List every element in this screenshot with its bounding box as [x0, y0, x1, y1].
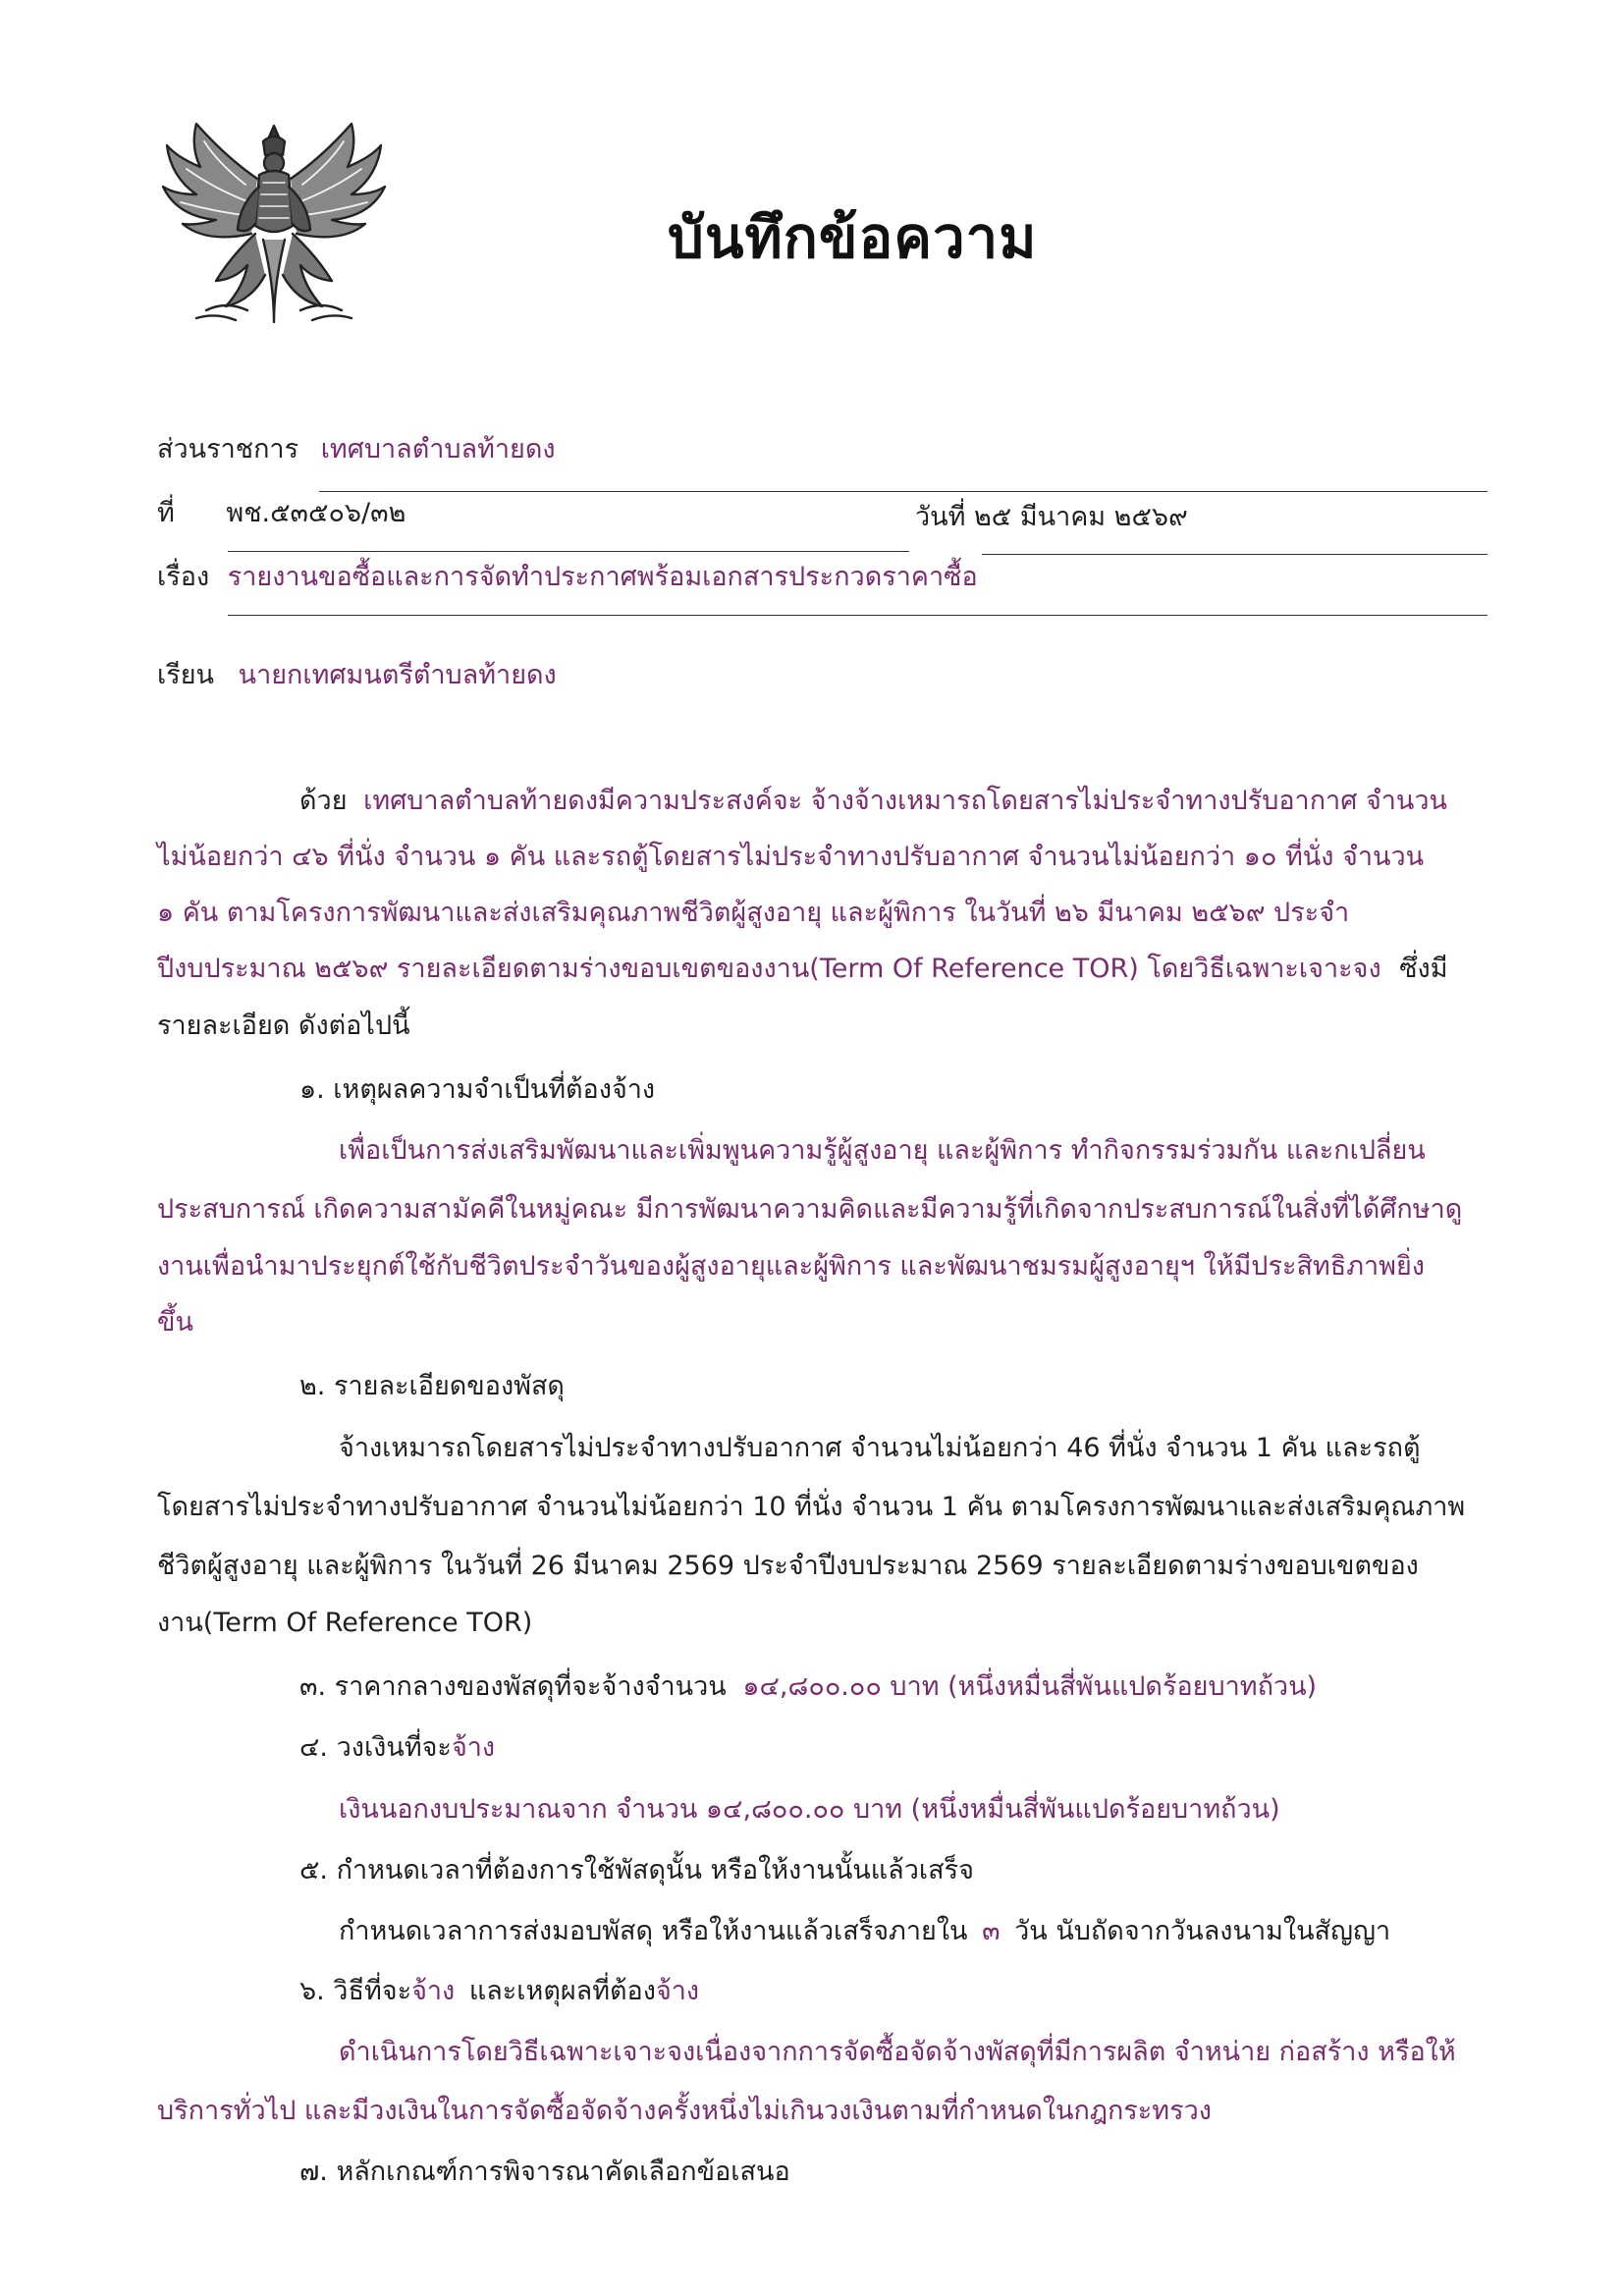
section-1-heading: ๑. เหตุผลความจำเป็นที่ต้องจ้าง [299, 1074, 656, 1105]
section-6-heading-b: จ้าง [411, 1976, 456, 2006]
section-6-heading-a: ๖. วิธีที่จะ [299, 1976, 412, 2006]
section-5-days: ๓ [982, 1916, 1001, 1946]
intro-line-1-text: เทศบาลตำบลท้ายดงมีความประสงค์จะ จ้างจ้างเหมารถโดยสารไม่ประจำทางปรับอากาศ จำนวน [363, 786, 1447, 816]
section-5-text-c: วัน นับถัดจากวันลงนามในสัญญา [1014, 1916, 1391, 1946]
department-row [157, 430, 556, 469]
document-title: บันทึกข้อความ [668, 204, 1038, 271]
section-6-heading-d: จ้าง [655, 1976, 700, 2006]
subject-value: รายงานขอซื้อและการจัดทำประกาศพร้อมเอกสารประกวดราคาซื้อ [227, 562, 978, 592]
intro-line-1 [299, 782, 1447, 821]
section-2-heading: ๒. รายละเอียดของพัสดุ [299, 1371, 565, 1401]
department-value: เทศบาลตำบลท้ายดง [320, 434, 556, 465]
section-5-line-1 [339, 1912, 1390, 1951]
section-4-heading [299, 1728, 495, 1768]
section-5-text-a: กำหนดเวลาการส่งมอบพัสดุ หรือให้งานแล้วเสร็จภายใน [339, 1916, 968, 1946]
section-1-line-4: ขึ้น [157, 1307, 193, 1338]
addressee-row [157, 656, 557, 695]
section-3-amount: ๑๔,๘๐๐.๐๐ บาท (หนึ่งหมื่นสี่พันแปดร้อยบาทถ้วน) [742, 1671, 1318, 1702]
section-2-line-3: ชีวิตผู้สูงอายุ และผู้พิการ ในวันที่ 26 มีนาคม 2569 ประจำปีงบประมาณ 2569 รายละเอียดตามร่างขอบเขตของ [157, 1551, 1419, 1581]
section-7-heading: ๗. หลักเกณฑ์การพิจารณาคัดเลือกข้อเสนอ [299, 2157, 790, 2187]
section-2-line-2: โดยสารไม่ประจำทางปรับอากาศ จำนวนไม่น้อยกว่า 10 ที่นั่ง จำนวน 1 คัน ตามโครงการพัฒนาและส่งเสริมคุณภาพ [157, 1492, 1466, 1522]
reference-row [157, 494, 406, 533]
section-6-heading-c: และเหตุผลที่ต้อง [468, 1976, 656, 2006]
section-2-line-4: งาน(Term Of Reference TOR) [157, 1608, 533, 1638]
reference-label: ที่ [157, 498, 175, 528]
department-label: ส่วนราชการ [157, 434, 299, 465]
section-1-line-1: เพื่อเป็นการส่งเสริมพัฒนาและเพิ่มพูนความรู้ผู้สูงอายุ และผู้พิการ ทำกิจกรรมร่วมกัน และกเปลี่ยน [339, 1135, 1426, 1166]
section-4-heading-tail: จ้าง [451, 1732, 496, 1763]
date-text: วันที่ ๒๕ มีนาคม ๒๕๖๙ [915, 502, 1188, 532]
section-4-heading-text: ๔. วงเงินที่จะ [299, 1732, 452, 1763]
section-1-line-2: ประสบการณ์ เกิดความสามัคคีในหมู่คณะ มีการพัฒนาความคิดและมีความรู้ที่เกิดจากประสบการณ์ในสิ่งที่ได้ศึกษาดู [157, 1194, 1463, 1225]
intro-line-4-text: ปีงบประมาณ ๒๕๖๙ รายละเอียดตามร่างขอบเขตของงาน(Term Of Reference TOR) โดยวิธีเฉพาะเจาะจง [157, 954, 1381, 984]
addressee-label: เรียน [157, 660, 215, 690]
section-4-line-1: เงินนอกงบประมาณจาก จำนวน ๑๔,๘๐๐.๐๐ บาท (หนึ่งหมื่นสี่พันแปดร้อยบาทถ้วน) [339, 1794, 1280, 1825]
section-3-row [299, 1667, 1317, 1707]
intro-line-4 [157, 950, 1448, 989]
intro-line-4-tail: ซึ่งมี [1399, 954, 1448, 984]
addressee-value: นายกเทศมนตรีตำบลท้ายดง [238, 660, 557, 690]
section-1-line-3: งานเพื่อนำมาประยุกต์ใช้กับชีวิตประจำวันของผู้สูงอายุและผู้พิการ และพัฒนาชมรมผู้สูงอายุฯ ให้มีประสิทธิภาพยิ่ง [157, 1251, 1425, 1282]
section-6-line-2: บริการทั่วไป และมีวงเงินในการจัดซื้อจัดจ้างครั้งหนึ่งไม่เกินวงเงินตามที่กำหนดในกฎกระทรวง [157, 2096, 1212, 2126]
intro-opening: ด้วย [299, 786, 348, 816]
garuda-emblem-icon [157, 118, 391, 329]
reference-value: พช.๕๓๕๐๖/๓๒ [226, 498, 406, 528]
date-underline [982, 554, 1488, 555]
subject-underline [228, 615, 1488, 616]
subject-row [157, 558, 978, 597]
section-6-line-1: ดำเนินการโดยวิธีเฉพาะเจาะจงเนื่องจากการจัดซื้อจัดจ้างพัสดุที่มีการผลิต จำหน่าย ก่อสร้าง หรือให้ [339, 2037, 1456, 2067]
reference-underline [228, 551, 909, 552]
section-6-heading [299, 1972, 699, 2011]
intro-line-2: ไม่น้อยกว่า ๔๖ ที่นั่ง จำนวน ๑ คัน และรถตู้โดยสารไม่ประจำทางปรับอากาศ จำนวนไม่น้อยกว่า ๑๐ ที่นั่ง จำนวน [157, 842, 1425, 872]
section-3-heading: ๓. ราคากลางของพัสดุที่จะจ้างจำนวน [299, 1671, 727, 1702]
department-underline [319, 491, 1488, 492]
section-2-line-1: จ้างเหมารถโดยสารไม่ประจำทางปรับอากาศ จำนวนไม่น้อยกว่า 46 ที่นั่ง จำนวน 1 คัน และรถตู้ [339, 1433, 1421, 1463]
intro-line-5: รายละเอียด ดังต่อไปนี้ [157, 1011, 410, 1041]
subject-label: เรื่อง [157, 562, 210, 592]
section-5-heading: ๕. กำหนดเวลาที่ต้องการใช้พัสดุนั้น หรือให้งานนั้นแล้วเสร็จ [299, 1855, 974, 1886]
intro-line-3: ๑ คัน ตามโครงการพัฒนาและส่งเสริมคุณภาพชีวิตผู้สูงอายุ และผู้พิการ ในวันที่ ๒๖ มีนาคม ๒๕๖๙ ประจำ [157, 898, 1350, 928]
